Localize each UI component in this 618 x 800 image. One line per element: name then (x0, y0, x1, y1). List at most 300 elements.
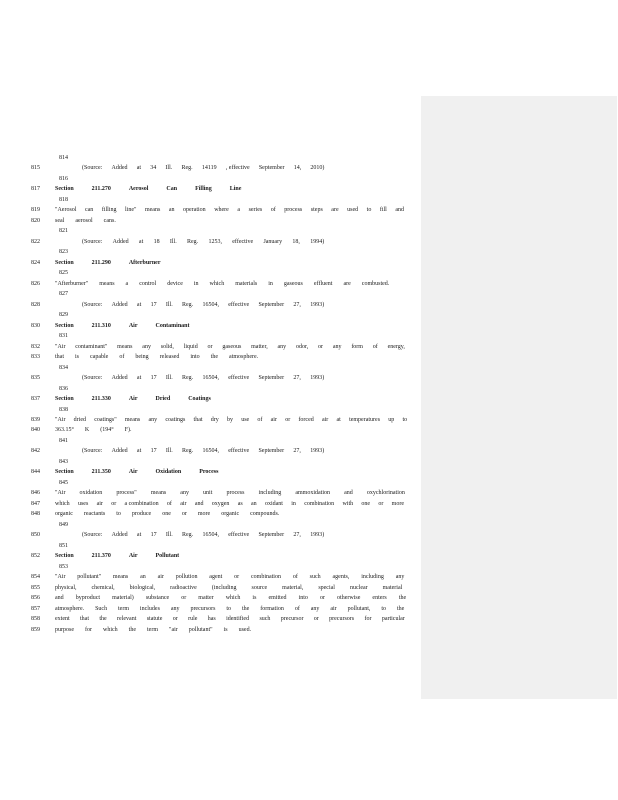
line-text (55, 415, 407, 425)
line-number: 822 (31, 238, 40, 245)
word: reactants (83, 511, 106, 518)
text-line (0, 583, 420, 593)
word: Section (55, 186, 74, 193)
text-line (0, 604, 420, 614)
line-text (55, 488, 405, 498)
word: coatings (165, 417, 186, 423)
word: "Air (55, 343, 66, 350)
word: used. (238, 626, 252, 633)
word: K (84, 427, 90, 434)
word: January (263, 238, 283, 245)
text-line (0, 279, 420, 289)
word: "air (169, 626, 178, 633)
word: fill (379, 207, 387, 214)
line-number: 846 (31, 490, 40, 497)
word: radioactive (170, 584, 197, 591)
word: including (361, 574, 384, 581)
line-number: 833 (31, 354, 40, 361)
word: 821 (59, 228, 68, 235)
word: forced (298, 417, 314, 423)
word: being (135, 354, 149, 361)
word: "Afterburner" (55, 280, 89, 287)
word: process (284, 207, 303, 214)
word: or (111, 500, 117, 507)
word: combination (304, 500, 335, 507)
word: and (344, 490, 353, 497)
line-number: 859 (31, 626, 40, 633)
line-number: 856 (31, 595, 40, 602)
line-number: 828 (31, 301, 40, 308)
word: Air (128, 322, 138, 329)
section-heading (0, 184, 420, 194)
word: (Source: (82, 301, 103, 308)
word: or (319, 595, 325, 602)
text-line (0, 625, 420, 635)
line-text (55, 279, 389, 289)
word: of (292, 574, 298, 581)
word: 1993) (310, 532, 325, 539)
word: of (257, 417, 263, 423)
line-text (55, 604, 404, 614)
line-marker (0, 247, 420, 257)
text-line (0, 499, 420, 509)
text-line (0, 572, 420, 582)
word: 18 (153, 238, 160, 245)
line-text (55, 216, 116, 226)
line-text (55, 499, 404, 509)
word: to (226, 605, 232, 612)
word: the (396, 605, 405, 612)
word: a (125, 280, 129, 287)
line-text (59, 289, 68, 299)
word: oxidant (264, 500, 283, 507)
word: , effective (225, 165, 250, 172)
word: 838 (59, 406, 68, 413)
word: Reg. (182, 301, 194, 308)
line-number: 854 (31, 574, 40, 581)
word: the (128, 626, 137, 633)
source-note (0, 237, 420, 247)
word: more (197, 511, 211, 518)
word: capable (90, 354, 109, 361)
word: to (366, 207, 372, 214)
line-number: 824 (31, 259, 40, 266)
word: and (194, 500, 204, 507)
word: September (258, 301, 285, 308)
source-note (0, 446, 420, 456)
line-text (59, 268, 68, 278)
word: formation (260, 605, 284, 612)
word: at (136, 448, 142, 455)
line-marker (0, 520, 420, 530)
word: organic (221, 511, 240, 518)
word: dried (73, 417, 86, 423)
word: organic (55, 511, 73, 518)
word: "Aerosol (55, 207, 77, 214)
text-line (0, 205, 420, 215)
word: Line (229, 186, 242, 193)
word: more (391, 500, 404, 507)
word: which (103, 626, 118, 633)
line-text (59, 226, 68, 236)
word: "Air (55, 574, 66, 581)
line-text (82, 163, 324, 173)
word: Added (111, 448, 128, 455)
word: process" (116, 490, 137, 497)
word: use (241, 417, 250, 423)
word: extent (55, 616, 70, 623)
word: Filling (195, 186, 212, 193)
word: rule (188, 616, 198, 623)
word: gaseous (222, 343, 242, 350)
text-line (0, 342, 420, 352)
line-text (55, 551, 179, 561)
word: 1994) (310, 238, 325, 245)
word: the (241, 605, 250, 612)
text-line (0, 614, 420, 624)
word: 841 (59, 437, 68, 444)
word: where (214, 207, 229, 214)
line-number: 857 (31, 605, 40, 612)
word: Added (111, 532, 128, 539)
word: substance (145, 595, 170, 602)
section-heading (0, 258, 420, 268)
word: Air (128, 553, 138, 560)
word: coatings" (94, 417, 117, 423)
line-text (55, 205, 404, 215)
word: 16504, (202, 448, 219, 455)
line-marker (0, 436, 420, 446)
line-text (55, 394, 211, 404)
word: an (168, 207, 175, 214)
word: (Source: (82, 448, 103, 455)
word: unit (203, 490, 213, 497)
word: odor, (295, 343, 309, 350)
word: Afterburner (128, 259, 161, 266)
word: Added (112, 238, 129, 245)
line-marker (0, 478, 420, 488)
line-number: 848 (31, 511, 40, 518)
word: form (351, 343, 363, 350)
word: uses (77, 500, 89, 507)
word: Section (55, 322, 74, 329)
line-marker (0, 562, 420, 572)
word: to (381, 605, 387, 612)
word: solid, (160, 343, 174, 350)
word: liquid (183, 343, 198, 350)
word: air (96, 500, 103, 507)
word: energy, (387, 343, 405, 350)
line-text (59, 384, 68, 394)
word: seal (55, 217, 65, 224)
word: are (331, 207, 339, 214)
word: September (258, 165, 285, 172)
word: 17 (150, 448, 157, 455)
word: Reg. (187, 238, 199, 245)
word: includes (139, 605, 160, 612)
line-marker (0, 195, 420, 205)
word: physical, (55, 584, 77, 591)
word: at (136, 165, 142, 172)
word: in (193, 280, 199, 287)
word: Ill. (165, 448, 173, 455)
word: particular (381, 616, 405, 623)
word: and (395, 207, 405, 214)
word: purpose (55, 626, 74, 633)
line-marker (0, 226, 420, 236)
line-text (55, 572, 404, 582)
line-text (55, 342, 405, 352)
line-text (82, 373, 324, 383)
word: effluent (313, 280, 333, 287)
line-number: 830 (31, 322, 40, 329)
word: released (159, 354, 180, 361)
word: source (251, 584, 268, 591)
comment-pane (421, 96, 617, 699)
word: or (207, 343, 213, 350)
word: compounds. (250, 511, 280, 518)
word: 827 (59, 291, 68, 298)
word: effective (228, 301, 250, 308)
word: Section (55, 469, 74, 476)
word: aerosol (75, 217, 93, 224)
word: 814 (59, 155, 68, 161)
word: ammoxidation (295, 490, 331, 497)
line-text (59, 195, 68, 205)
line-text (59, 520, 68, 530)
word: Section (55, 553, 74, 560)
word: at (136, 301, 142, 308)
line-number: 858 (31, 616, 40, 623)
word: and (55, 595, 64, 602)
word: material) (112, 595, 134, 602)
word: Ill. (165, 301, 173, 308)
word: or (285, 417, 291, 423)
section-heading (0, 551, 420, 561)
line-text (59, 247, 68, 257)
word: 211.370 (91, 553, 111, 560)
word: September (258, 532, 285, 539)
word: produce (131, 511, 152, 518)
word: statute (146, 616, 163, 623)
word: Added (111, 301, 128, 308)
line-number: 820 (31, 217, 40, 224)
word: 1993) (310, 448, 325, 455)
word: or (313, 616, 319, 623)
word: the (99, 616, 107, 623)
line-text (59, 174, 68, 184)
word: 17 (150, 532, 157, 539)
line-number: 819 (31, 207, 40, 214)
line-text (55, 467, 218, 477)
line-text (55, 425, 132, 435)
word: 34 (150, 165, 157, 172)
word: pollution (175, 574, 198, 581)
word: into (190, 354, 200, 361)
word: air (180, 500, 187, 507)
line-text (55, 321, 190, 331)
word: 211.270 (91, 186, 111, 193)
word: process (226, 490, 245, 497)
word: by (226, 417, 233, 423)
line-text (59, 310, 68, 320)
word: cans. (103, 217, 116, 224)
line-number: 840 (31, 427, 40, 434)
word: 834 (59, 364, 68, 371)
word: 831 (59, 333, 68, 340)
word: precursor (280, 616, 304, 623)
word: oxidation (79, 490, 103, 497)
word: as (237, 500, 243, 507)
word: at (138, 238, 144, 245)
line-marker (0, 331, 420, 341)
line-number: 839 (31, 417, 40, 423)
word: 1253, (208, 238, 222, 245)
text-line (0, 488, 420, 498)
line-text (59, 436, 68, 446)
word: line" (125, 207, 137, 214)
word: Pollutant (155, 553, 180, 560)
word: or (181, 511, 187, 518)
line-number: 835 (31, 375, 40, 382)
word: agent (209, 574, 223, 581)
word: contaminant" (75, 343, 108, 350)
section-heading (0, 467, 420, 477)
word: Ill. (165, 532, 173, 539)
word: any (180, 490, 189, 497)
word: "Air (55, 490, 66, 497)
word: air (270, 417, 277, 423)
word: is (252, 595, 257, 602)
word: which (225, 595, 241, 602)
word: identified (226, 616, 250, 623)
word: 211.330 (91, 396, 111, 403)
word: operation (183, 207, 206, 214)
word: in (268, 280, 273, 287)
word: in (291, 500, 296, 507)
word: such (259, 616, 271, 623)
word: 14119 (201, 165, 217, 172)
line-marker (0, 405, 420, 415)
word: has (207, 616, 216, 623)
line-number: 852 (31, 553, 40, 560)
word: or (181, 595, 187, 602)
word: any (148, 417, 158, 423)
word: Section (55, 259, 74, 266)
word: (194° (100, 427, 114, 434)
word: matter (198, 595, 214, 602)
line-text (55, 614, 405, 624)
word: 816 (59, 175, 68, 182)
word: 829 (59, 312, 68, 319)
word: of (270, 207, 276, 214)
word: chemical, (91, 584, 115, 591)
word: effective (228, 375, 250, 382)
line-text (82, 530, 324, 540)
line-marker (0, 153, 420, 163)
word: 27, (293, 375, 301, 382)
word: one (361, 500, 371, 507)
line-text (59, 541, 68, 551)
word: 211.350 (91, 469, 111, 476)
word: 27, (293, 532, 301, 539)
line-text (59, 562, 68, 572)
source-note (0, 530, 420, 540)
word: such (309, 574, 321, 581)
line-text (59, 153, 68, 163)
word: 16504, (202, 301, 219, 308)
word: Added (111, 375, 128, 382)
word: biological, (129, 584, 156, 591)
word: material, (282, 584, 304, 591)
word: 27, (293, 448, 301, 455)
word: the (210, 354, 219, 361)
word: combusted. (361, 280, 390, 287)
word: nuclear (349, 584, 368, 591)
word: (Source: (82, 532, 103, 539)
word: matter, (251, 343, 268, 350)
word: 18, (292, 238, 300, 245)
word: pollutant" (77, 574, 102, 581)
word: the (398, 595, 407, 602)
word: 851 (59, 542, 68, 549)
word: means (99, 280, 115, 287)
word: byproduct (75, 595, 101, 602)
line-number: 826 (31, 280, 40, 287)
word: Air (128, 396, 138, 403)
word: is (75, 354, 80, 361)
word: 27, (293, 301, 301, 308)
line-marker (0, 384, 420, 394)
line-number: 842 (31, 448, 40, 455)
line-text (55, 258, 161, 268)
word: Can (166, 186, 178, 193)
word: effective (228, 448, 250, 455)
word: filling (101, 207, 117, 214)
word: that (55, 354, 64, 361)
word: or (172, 616, 178, 623)
word: an (140, 574, 146, 581)
word: Section (55, 396, 74, 403)
word: (Source: (82, 238, 103, 245)
word: Aerosol (128, 186, 149, 193)
word: an (251, 500, 257, 507)
word: any (277, 343, 287, 350)
text-line (0, 425, 420, 435)
word: 825 (59, 270, 68, 277)
text-line (0, 216, 420, 226)
line-marker (0, 363, 420, 373)
line-number: 837 (31, 396, 40, 403)
word: or (378, 500, 384, 507)
line-marker (0, 268, 420, 278)
word: means (124, 417, 141, 423)
word: steps (310, 207, 323, 214)
word: that (80, 616, 90, 623)
line-marker (0, 310, 420, 320)
word: into (298, 595, 308, 602)
word: 1993) (310, 301, 325, 308)
line-text (59, 405, 68, 415)
word: dry (210, 417, 219, 423)
word: for (364, 616, 372, 623)
word: effective (228, 532, 250, 539)
word: control (139, 280, 157, 287)
word: Oxidation (155, 469, 182, 476)
line-text (82, 300, 324, 310)
line-marker (0, 174, 420, 184)
word: (Source: (82, 375, 103, 382)
